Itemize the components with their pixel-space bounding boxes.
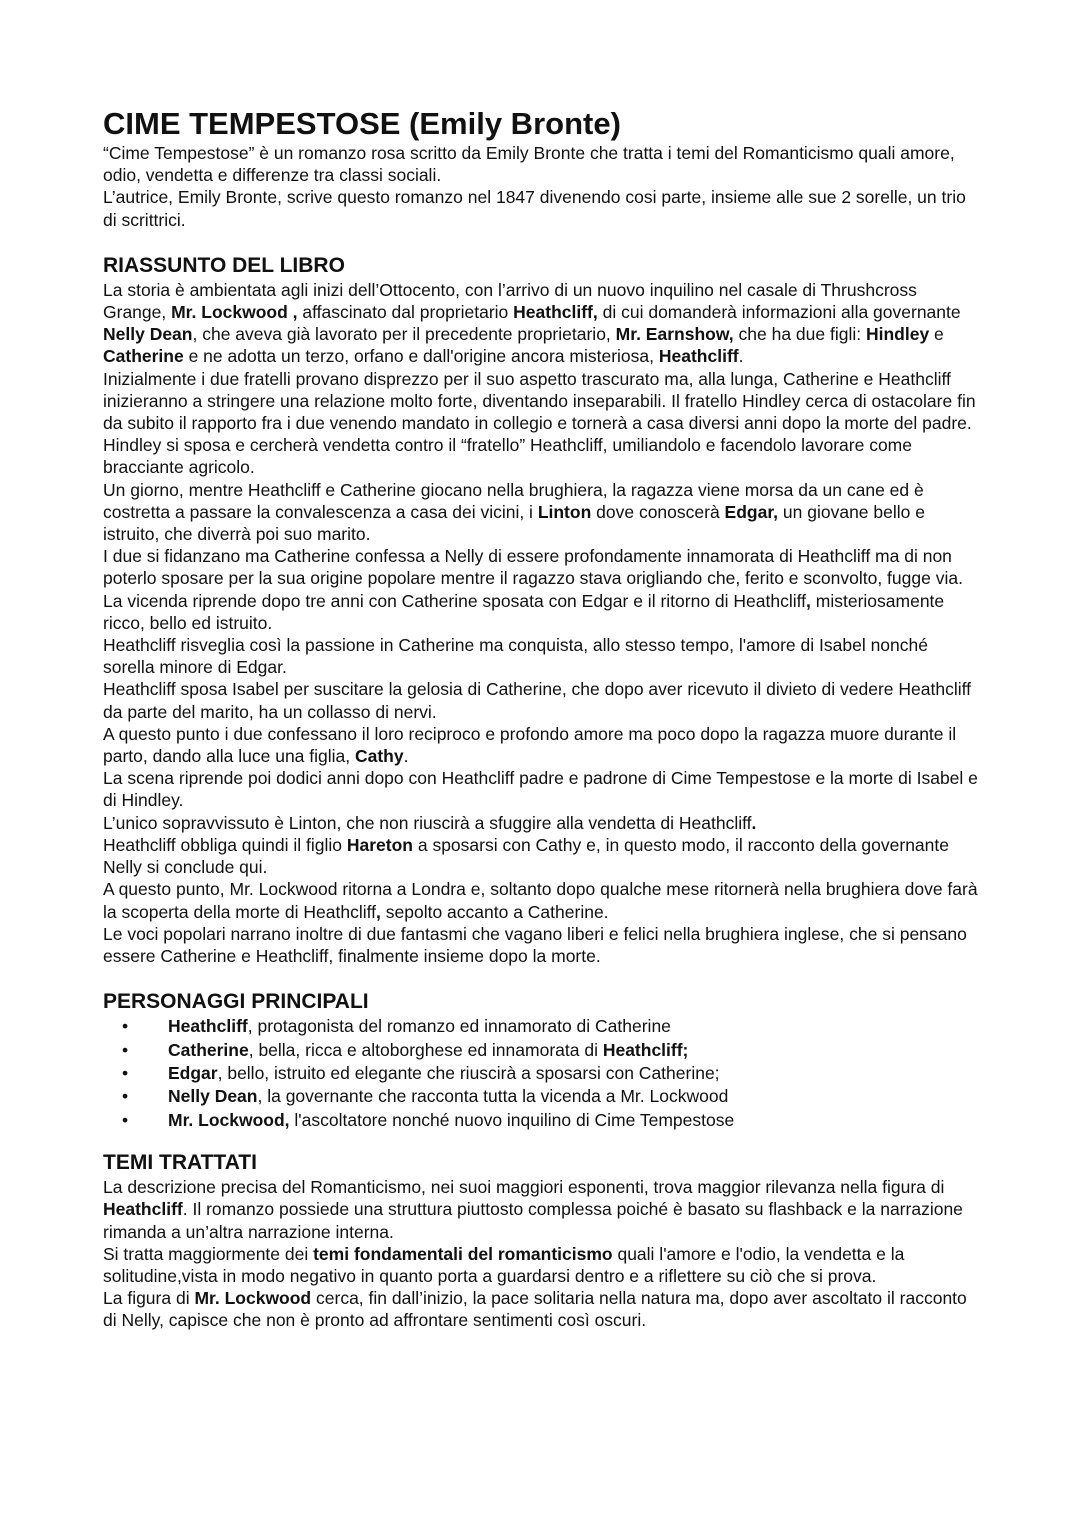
paragraph [103, 812, 983, 834]
summary-heading: RIASSUNTO DEL LIBRO [103, 253, 345, 277]
bold-text-run: Heathcliff; [602, 1039, 689, 1060]
text-run: Si tratta maggiormente dei [103, 1243, 314, 1264]
bold-text-run: Mr. Lockwood , [171, 302, 298, 323]
text-run: Heathcliff risveglia così la passione in Catherine ma conquista, allo stesso tempo, l'amore di Isabel nonché sorella minore di Edgar. [103, 635, 928, 678]
paragraph [103, 545, 983, 589]
text-run: e [929, 324, 944, 345]
text-run: . Il romanzo possiede una struttura piuttosto complessa poiché è basato su flashback e la narrazione rimanda a un’altra narrazione interna. [103, 1199, 963, 1242]
text-run: un giovane bello e istruito, che diverrà poi suo marito. [103, 501, 925, 545]
text-run: misteriosamente ricco, bello ed istruito. [103, 590, 945, 633]
bold-text-run: , [806, 590, 811, 611]
text-run: e ne adotta un terzo, orfano e dall'origine ancora misteriosa, [183, 346, 659, 367]
characters-list [103, 1015, 983, 1132]
bold-text-run: Heathcliff [103, 1199, 183, 1220]
paragraph [103, 767, 983, 811]
paragraph [103, 1176, 983, 1243]
bold-text-run: Hareton [346, 834, 413, 855]
bold-text-run: Mr. Lockwood, [168, 1109, 290, 1130]
paragraph [103, 878, 983, 922]
text-run: sepolto accanto a Catherine. [380, 901, 609, 922]
character-list-item [103, 1039, 983, 1062]
text-run: , che aveva già lavorato per il precedente proprietario, [192, 324, 616, 345]
text-run: A questo punto, Mr. Lockwood ritorna a Londra e, soltanto dopo qualche mese ritornerà nella brughiera dove farà la scoperta della morte di Heathcliff [103, 879, 978, 922]
text-run: L’autrice, Emily Bronte, scrive questo romanzo nel 1847 divenendo cosi parte, insieme alle sue 2 sorelle, un trio di scrittrici. [103, 187, 966, 230]
bold-text-run: Edgar [168, 1062, 218, 1083]
bold-text-run: , [376, 901, 381, 922]
paragraph [103, 634, 983, 678]
text-run: . [738, 346, 744, 367]
text-run: Heathcliff obbliga quindi il figlio [103, 834, 347, 855]
summary-section [103, 279, 983, 967]
text-run: I due si fidanzano ma Catherine confessa a Nelly di essere profondamente innamorata di Heathcliff ma di non poterlo sposare per la sua origine popolare mentre il ragazzo stava origliando che, ferito e sconvolto, fugge via. [103, 546, 963, 589]
paragraph [103, 723, 983, 767]
bold-text-run: temi fondamentali del romanticismo [313, 1243, 613, 1264]
bullet-icon: • [122, 1109, 129, 1130]
paragraph [103, 142, 983, 186]
bullet-icon: • [122, 1039, 129, 1060]
text-run: , bello, istruito ed elegante che riuscirà a sposarsi con Catherine; [217, 1062, 720, 1083]
bold-text-run: Nelly Dean [168, 1086, 258, 1107]
bullet-icon: • [122, 1016, 129, 1037]
bold-text-run: Mr. Earnshow, [615, 324, 734, 345]
themes-section [103, 1176, 983, 1331]
text-run: a sposarsi con Cathy e, in questo modo, il racconto della governante Nelly si conclude qui. [103, 834, 949, 878]
paragraph [103, 1287, 983, 1331]
bold-text-run: Heathcliff [658, 346, 739, 367]
characters-heading: PERSONAGGI PRINCIPALI [103, 990, 369, 1014]
paragraph [103, 590, 983, 634]
bold-text-run: Cathy [354, 746, 404, 767]
text-run: Le voci popolari narrano inoltre di due fantasmi che vagano liberi e felici nella brughiera inglese, che si pensano essere Catherine e Heathcliff, finalmente insieme dopo la morte. [103, 923, 967, 966]
text-run: , la governante che racconta tutta la vicenda a Mr. Lockwood [257, 1086, 729, 1107]
bold-text-run: . [751, 812, 757, 833]
text-run: affascinato dal proprietario [297, 302, 514, 323]
character-list-item [103, 1062, 983, 1085]
bold-text-run: Heathcliff, [513, 302, 598, 323]
text-run: A questo punto i due confessano il loro reciproco e profondo amore ma poco dopo la ragazza muore durante il parto, dando alla luce una figlia, [103, 723, 957, 767]
text-run: quali l'amore e l'odio, la vendetta e la solitudine,vista in modo negativo in quanto porta a guardarsi dentro e a riflettere su ciò che si prova. [103, 1243, 905, 1286]
document-title: CIME TEMPESTOSE (Emily Bronte) [103, 106, 621, 141]
paragraph [103, 834, 983, 878]
text-run: La figura di [103, 1288, 195, 1309]
text-run: La scena riprende poi dodici anni dopo con Heathcliff padre e padrone di Cime Tempestose e la morte di Isabel e di Hindley. [103, 768, 978, 811]
paragraph [103, 279, 983, 368]
text-run: Inizialmente i due fratelli provano disprezzo per il suo aspetto trascurato ma, alla lunga, Catherine e Heathcliff inizieranno a stringere una relazione molto forte, diventando inseparabili. Il fratello Hindley cerca di ostacolare fin da subito il rapporto fra i due venendo mandato in collegio e tornerà a casa diversi anni dopo la morte del padre. Hindley si sposa e cercherà vendetta contro il “fratello” Heathcliff, umiliandolo e facendolo lavorare come bracciante agricolo. [103, 368, 976, 478]
text-run: L’unico sopravvissuto è Linton, che non riuscirà a sfuggire alla vendetta di Heathcliff [103, 812, 752, 833]
paragraph [103, 186, 983, 230]
text-run: La vicenda riprende dopo tre anni con Catherine sposata con Edgar e il ritorno di Heathcliff [103, 590, 807, 611]
bold-text-run: Hindley [865, 324, 930, 345]
text-run: La storia è ambientata agli inizi dell’Ottocento, con l’arrivo di un nuovo inquilino nel casale di Thrushcross Grange, [103, 279, 917, 323]
text-run: , protagonista del romanzo ed innamorato di Catherine [247, 1016, 671, 1037]
text-run: l'ascoltatore nonché nuovo inquilino di Cime Tempestose [289, 1109, 735, 1130]
text-run: “Cime Tempestose” è un romanzo rosa scritto da Emily Bronte che tratta i temi del Romanticismo quali amore, odio, vendetta e differenze tra classi sociali. [103, 143, 955, 186]
text-run: , bella, ricca e altoborghese ed innamorata di [248, 1039, 603, 1060]
paragraph [103, 368, 983, 479]
paragraph [103, 678, 983, 722]
bold-text-run: Catherine [168, 1039, 249, 1060]
bold-text-run: Linton [537, 501, 592, 522]
intro-section [103, 142, 983, 231]
text-run: che ha due figli: [733, 324, 866, 345]
bullet-icon: • [122, 1086, 129, 1107]
bold-text-run: Catherine [103, 346, 184, 367]
bold-text-run: Heathcliff [168, 1016, 248, 1037]
text-run: Un giorno, mentre Heathcliff e Catherine giocano nella brughiera, la ragazza viene morsa da un cane ed è costretta a passare la convalescenza a casa dei vicini, i [103, 479, 924, 522]
character-list-item [103, 1085, 983, 1108]
character-list-item [103, 1015, 983, 1038]
bold-text-run: Nelly Dean [103, 324, 193, 345]
text-run: di cui domanderà informazioni alla governante [597, 302, 961, 323]
themes-heading: TEMI TRATTATI [103, 1151, 257, 1175]
document-page [103, 106, 983, 1332]
bullet-icon: • [122, 1062, 129, 1083]
bold-text-run: Edgar, [724, 501, 779, 522]
text-run: cerca, fin dall’inizio, la pace solitaria nella natura ma, dopo aver ascoltato il racconto di Nelly, capisce che non è pronto ad affrontare sentimenti così oscuri. [103, 1288, 967, 1331]
character-list-item [103, 1109, 983, 1132]
paragraph [103, 1243, 983, 1287]
text-run: Heathcliff sposa Isabel per suscitare la gelosia di Catherine, che dopo aver ricevuto il divieto di vedere Heathcliff da parte del marito, ha un collasso di nervi. [103, 679, 972, 722]
paragraph [103, 923, 983, 967]
text-run: dove conoscerà [591, 501, 725, 522]
text-run: La descrizione precisa del Romanticismo, nei suoi maggiori esponenti, trova maggior rilevanza nella figura di [103, 1177, 945, 1198]
paragraph [103, 479, 983, 546]
text-run: . [403, 746, 409, 767]
bold-text-run: Mr. Lockwood [194, 1288, 312, 1309]
